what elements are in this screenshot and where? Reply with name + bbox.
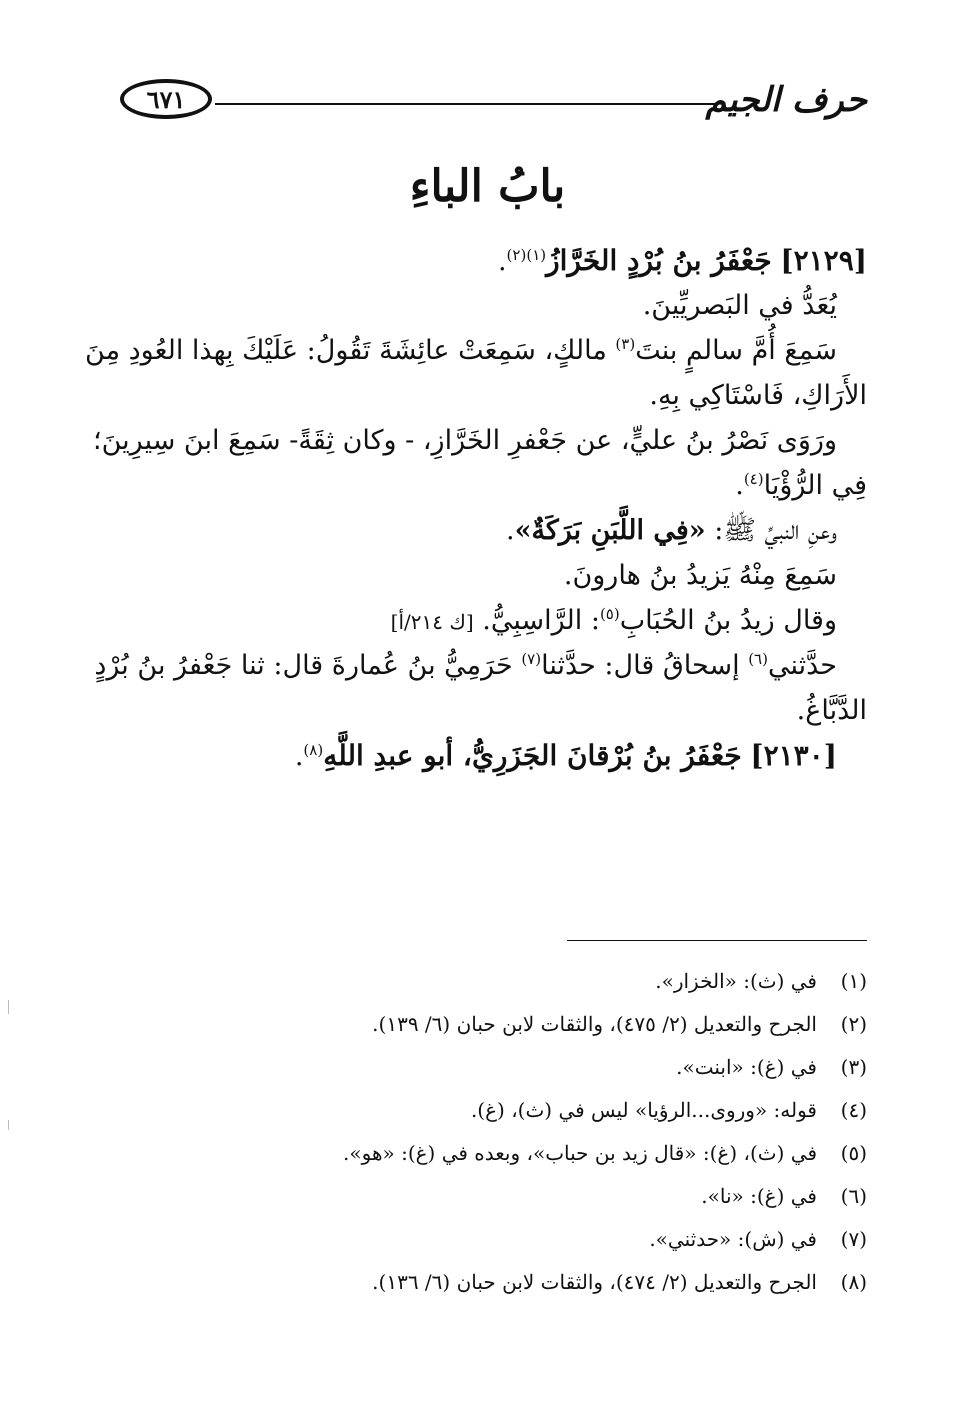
footnote-text: قوله: «وروى...الرؤيا» ليس في (ث)، (غ).: [470, 1098, 817, 1122]
footnote-ref: (٥): [599, 605, 620, 623]
hadith-quote: «فِي اللَّبَنِ بَرَكَةٌ»: [514, 515, 706, 546]
entry-name: جَعْفَرُ بنُ بُرْقانَ الجَزَرِيُّ، أبو عبدِ اللَّهِ: [323, 739, 742, 772]
text-line: [85, 328, 867, 373]
entry-number: [٢١٣٠]: [750, 739, 837, 772]
footnote-number: (٤): [840, 1098, 867, 1122]
footnote: [108, 1003, 867, 1046]
footnote-separator: [567, 940, 867, 941]
footnote-text: الجرح والتعديل (٢/ ٤٧٤)، والثقات لابن حبان (٦/ ١٣٦).: [372, 1270, 817, 1294]
text-line: ورَوَى نَصْرُ بنُ عليٍّ، عن جَعْفرِ الخَرَّازِ، - وكان ثِقَةً- سَمِعَ ابنَ سِيرِينَ؛: [93, 425, 837, 456]
manuscript-ref: [ك ٢١٤/أ]: [390, 610, 474, 634]
header-rule: [215, 103, 717, 105]
footnote-number: (٧): [840, 1227, 867, 1251]
footnote-number: (٥): [840, 1141, 867, 1165]
text-span: إسحاقُ قال: حدَّثنا: [541, 650, 740, 681]
footnote: [108, 1089, 867, 1132]
text-span: حدَّثني: [767, 650, 837, 681]
text-span: مالكٍ، سَمِعَتْ عائِشَةَ تَقُولُ: عَلَيْكَ بِهذا العُودِ مِنَ: [85, 335, 607, 366]
text-line: الدَّبَّاغُ.: [796, 695, 867, 726]
footnote-text: في (ث): «الخزار».: [655, 969, 817, 993]
footnote-ref: (٢): [506, 246, 527, 264]
punctuation: .: [294, 741, 304, 772]
footnote-number: (٨): [840, 1270, 867, 1294]
page-number: ٦٧١: [146, 84, 186, 114]
footnotes: [108, 960, 867, 1304]
text-line: الأَرَاكِ، فَاسْتَاكِي بِهِ.: [649, 380, 867, 411]
footnote-number: (١): [840, 969, 867, 993]
text-span: حَرَمِيُّ بنُ عُمارةَ قال: ثنا جَعْفرُ بنُ بُرْدٍ: [94, 650, 513, 681]
footnote-text: الجرح والتعديل (٢/ ٤٧٥)، والثقات لابن حبان (٦/ ١٣٩).: [372, 1012, 817, 1036]
main-text: [85, 238, 867, 778]
entry-2129: [108, 238, 867, 283]
entry-2130: [108, 733, 867, 778]
punctuation: .: [505, 515, 515, 546]
margin-mark: [8, 1120, 9, 1130]
footnote: [108, 1218, 867, 1261]
text-line: [108, 463, 867, 508]
text-span: : الرَّاسِبِيُّ.: [482, 605, 600, 636]
page-header: [120, 75, 867, 130]
footnote-number: (٣): [840, 1055, 867, 1079]
text-span: سَمِعَ أُمَّ سالمٍ بنتَ: [635, 335, 837, 366]
footnote-ref: (٨): [303, 741, 324, 759]
footnote-number: (٢): [840, 1012, 867, 1036]
text-line: [94, 643, 867, 688]
footnote-text: في (غ): «نا».: [701, 1184, 817, 1208]
section-title: بابُ الباءِ: [409, 161, 566, 212]
text-line: يُعَدُّ في البَصريِّينَ.: [642, 290, 837, 321]
page-number-badge: [120, 79, 212, 119]
footnote-text: في (ث)، (غ): «قال زيد بن حباب»، وبعده في (غ): «هو».: [343, 1141, 817, 1165]
footnote-ref: (٤): [743, 470, 764, 488]
footnote-text: في (ش): «حدثني».: [649, 1227, 817, 1251]
punctuation: .: [735, 470, 744, 501]
text-line: سَمِعَ مِنْهُ يَزيدُ بنُ هارونَ.: [563, 560, 837, 591]
footnote-number: (٦): [840, 1184, 867, 1208]
footnote-ref: (١): [526, 246, 547, 264]
footnote: [108, 1175, 867, 1218]
footnote: [108, 1046, 867, 1089]
footnote: [108, 1261, 867, 1304]
text-span: فِي الرُّؤْيَا: [763, 470, 867, 501]
punctuation: .: [497, 246, 507, 277]
margin-mark: [8, 1000, 9, 1014]
entry-number: [٢١٢٩]: [780, 244, 867, 277]
chapter-title: حرف الجيم: [705, 80, 867, 120]
text-line: [108, 508, 867, 553]
text-span: وقال زيدُ بنُ الحُبَابِ: [619, 605, 837, 636]
text-span: وعنِ النبيِّ ﷺ:: [705, 515, 837, 546]
footnote-text: في (غ): «ابنت».: [676, 1055, 817, 1079]
entry-name: جَعْفَرُ بنُ بُرْدٍ الخَرَّازُ: [546, 244, 772, 277]
footnote-ref: (٧): [521, 650, 542, 668]
footnote: [108, 960, 867, 1003]
footnote-ref: (٦): [748, 650, 768, 668]
footnote: [108, 1132, 867, 1175]
text-line: [108, 598, 867, 643]
footnote-ref: (٣): [615, 335, 636, 353]
